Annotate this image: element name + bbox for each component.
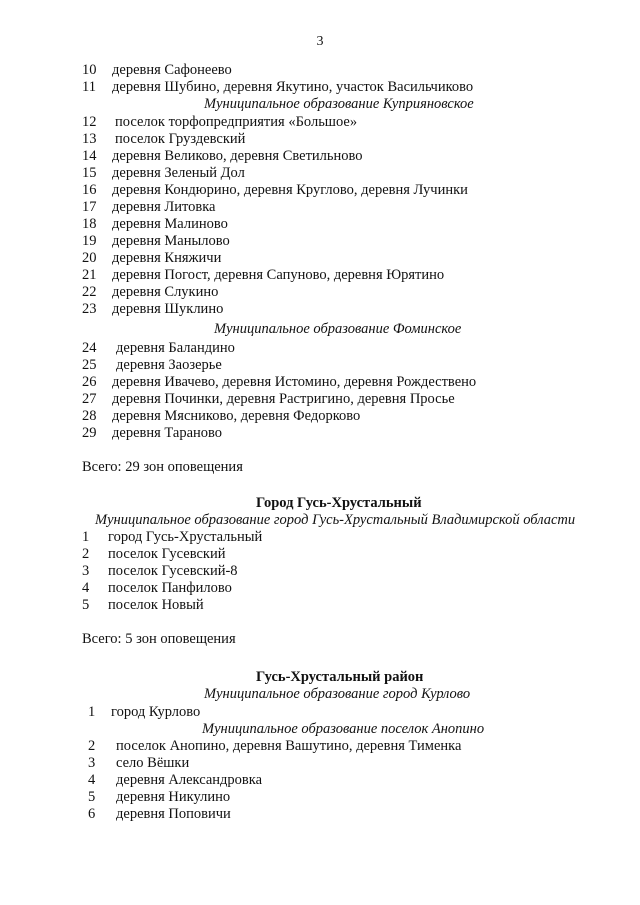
list-item (82, 408, 360, 425)
item-number: 24 (82, 340, 97, 356)
item-text: деревня Манылово (112, 233, 230, 249)
item-number: 26 (82, 374, 97, 390)
item-text: деревня Заозерье (116, 357, 222, 373)
item-number: 11 (82, 79, 96, 95)
list-item (82, 357, 222, 374)
item-number: 10 (82, 62, 97, 78)
list-item (88, 738, 461, 755)
list-item (82, 79, 473, 96)
item-text: деревня Никулино (116, 789, 231, 805)
list-item (82, 580, 232, 597)
item-text: город Курлово (111, 704, 201, 720)
item-number: 23 (82, 301, 97, 317)
list-item (88, 789, 230, 806)
list-item (82, 233, 230, 250)
list-item (82, 131, 245, 148)
item-text: деревня Тараново (112, 425, 223, 441)
list-item (82, 62, 232, 79)
item-text: деревня Малиново (112, 216, 228, 232)
item-number: 13 (82, 131, 97, 147)
list-item (82, 563, 238, 580)
zone-total: Всего: 5 зон оповещения (82, 631, 236, 647)
list-item (82, 546, 225, 563)
list-item (82, 148, 363, 165)
item-text: деревня Ивачево, деревня Истомино, деревня Рождествено (112, 374, 477, 390)
item-number: 1 (88, 704, 96, 720)
item-text: деревня Мясниково, деревня Федорково (112, 408, 361, 424)
item-text: деревня Слукино (112, 284, 219, 300)
page-number: 3 (316, 34, 324, 49)
item-text: деревня Сафонеево (112, 62, 232, 78)
section-heading-gus-khrustalny-district: Гусь-Хрустальный район (256, 669, 424, 685)
list-item (82, 340, 235, 357)
municipality-heading-kurlovo: Муниципальное образование город Курлово (204, 686, 471, 702)
item-text: поселок Гусевский-8 (108, 563, 238, 579)
item-text: деревня Княжичи (112, 250, 222, 266)
item-number: 19 (82, 233, 97, 249)
item-text: деревня Кондюрино, деревня Круглово, деревня Лучинки (112, 182, 468, 198)
item-number: 2 (88, 738, 96, 754)
list-item (82, 284, 218, 301)
item-text: село Вёшки (116, 755, 190, 771)
item-number: 18 (82, 216, 97, 232)
item-number: 15 (82, 165, 97, 181)
item-text: деревня Зеленый Дол (112, 165, 245, 181)
item-number: 3 (82, 563, 90, 579)
list-item (82, 165, 245, 182)
list-item (82, 301, 223, 318)
item-text: деревня Литовка (112, 199, 216, 215)
item-number: 4 (82, 580, 90, 596)
list-item (82, 425, 222, 442)
item-text: деревня Александровка (116, 772, 263, 788)
section-heading-gus-khrustalny-city: Город Гусь-Хрустальный (256, 495, 422, 511)
item-number: 4 (88, 772, 96, 788)
item-number: 25 (82, 357, 97, 373)
item-text: поселок Гусевский (108, 546, 226, 562)
list-item (82, 199, 216, 216)
item-text: поселок торфопредприятия «Большое» (115, 114, 358, 130)
list-item (88, 704, 200, 721)
item-number: 1 (82, 529, 90, 545)
item-text: деревня Баландино (116, 340, 235, 356)
municipality-heading-kupriyanovskoe: Муниципальное образование Куприяновское (204, 96, 474, 112)
item-number: 27 (82, 391, 97, 407)
list-item (82, 391, 455, 408)
municipality-heading-fominskoe: Муниципальное образование Фоминское (214, 321, 462, 337)
item-text: деревня Шуклино (112, 301, 224, 317)
item-text: деревня Погост, деревня Сапуново, деревня Юрятино (112, 267, 445, 283)
item-text: деревня Починки, деревня Растригино, деревня Просье (112, 391, 455, 407)
municipality-heading-city: Муниципальное образование город Гусь-Хрустальный Владимирской области (95, 512, 576, 528)
item-text: поселок Груздевский (115, 131, 246, 147)
municipality-heading-anopino: Муниципальное образование поселок Анопино (202, 721, 485, 737)
list-item (82, 216, 228, 233)
list-item (82, 374, 476, 391)
item-number: 3 (88, 755, 96, 771)
list-item (82, 267, 444, 284)
item-number: 20 (82, 250, 97, 266)
item-text: поселок Анопино, деревня Вашутино, деревня Тименка (116, 738, 462, 754)
item-text: деревня Великово, деревня Светильново (112, 148, 363, 164)
item-number: 5 (88, 789, 96, 805)
item-number: 5 (82, 597, 90, 613)
list-item (82, 114, 357, 131)
list-item (88, 806, 231, 823)
list-item (82, 182, 468, 199)
item-number: 17 (82, 199, 97, 215)
item-text: поселок Новый (108, 597, 204, 613)
item-number: 21 (82, 267, 97, 283)
item-number: 14 (82, 148, 97, 164)
list-item (82, 529, 262, 546)
item-text: деревня Шубино, деревня Якутино, участок Васильчиково (112, 79, 474, 95)
item-number: 22 (82, 284, 97, 300)
item-number: 16 (82, 182, 97, 198)
list-item (88, 755, 189, 772)
list-item (82, 597, 204, 614)
item-number: 28 (82, 408, 97, 424)
zone-total: Всего: 29 зон оповещения (82, 459, 243, 475)
list-item (82, 250, 221, 267)
item-text: город Гусь-Хрустальный (108, 529, 263, 545)
list-item (88, 772, 262, 789)
item-text: поселок Панфилово (108, 580, 232, 596)
item-number: 2 (82, 546, 90, 562)
item-number: 12 (82, 114, 97, 130)
item-number: 29 (82, 425, 97, 441)
item-text: деревня Поповичи (116, 806, 231, 822)
item-number: 6 (88, 806, 96, 822)
